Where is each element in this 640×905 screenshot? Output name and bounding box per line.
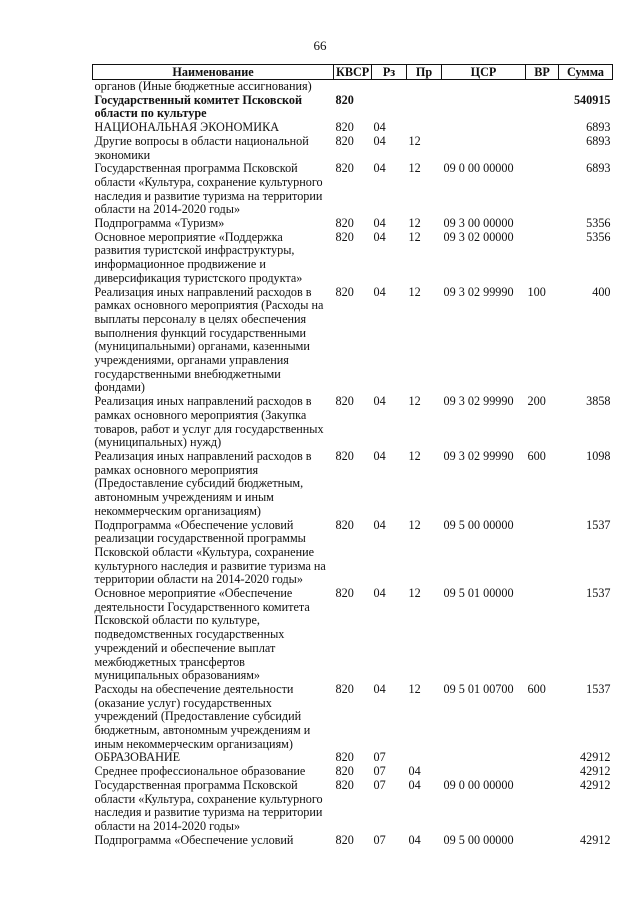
cell-kvsr <box>334 80 372 94</box>
cell-csr <box>442 121 526 135</box>
cell-pr: 12 <box>408 133 421 148</box>
budget-table <box>92 64 613 847</box>
cell-kvsr: 820 <box>335 229 354 244</box>
cell-rz: 04 <box>373 448 386 463</box>
table-row <box>93 683 613 752</box>
cell-kvsr: 820 <box>335 216 354 231</box>
cell-kvsr: 820 <box>335 832 354 847</box>
cell-name: Основное мероприятие «Обеспечение деятельности Государственного комитета Псковской области по культуре, подведомственных государственных учреждений и обеспечение выплат межбюджетных трансфертов муниципальных образованиям» <box>94 586 310 683</box>
cell-kvsr: 820 <box>335 133 354 148</box>
cell-sum: 42912 <box>580 832 611 847</box>
cell-pr: 04 <box>408 832 421 847</box>
table-row <box>93 519 613 588</box>
cell-name: Подпрограмма «Обеспечение условий <box>94 832 294 847</box>
table-row <box>93 94 613 121</box>
cell-name: Подпрограмма «Туризм» <box>94 216 225 231</box>
header-sum: Сумма <box>559 65 613 80</box>
cell-name: Подпрограмма «Обеспечение условий реализации государственной программы Псковской области «Культура, сохранение культурного наследия и развитие туризма на территории области на 2014-2020 годы» <box>94 517 326 587</box>
cell-rz: 04 <box>373 216 386 231</box>
cell-name: НАЦИОНАЛЬНАЯ ЭКОНОМИКА <box>94 120 279 135</box>
cell-csr <box>442 94 526 121</box>
cell-rz: 04 <box>373 284 386 299</box>
cell-kvsr: 820 <box>335 777 354 792</box>
cell-kvsr: 820 <box>335 394 354 409</box>
cell-sum: 400 <box>592 284 611 299</box>
cell-name: Основное мероприятие «Поддержка развития туристской инфраструктуры, информационное продвижение и диверсификация туристского продукта» <box>94 229 303 285</box>
cell-vr <box>526 231 559 286</box>
header-pr: Пр <box>407 65 442 80</box>
table-row <box>93 751 613 765</box>
cell-sum: 5356 <box>586 216 611 231</box>
cell-csr: 09 5 01 00700 <box>443 681 514 696</box>
cell-rz: 04 <box>373 120 386 135</box>
cell-rz <box>372 80 407 94</box>
cell-vr <box>526 834 559 848</box>
cell-name: Реализация иных направлений расходов в рамках основного мероприятия (Расходы на выплаты персоналу в целях обеспечения выполнения функций государственными (муниципальными) органами, казенными учреждениями, органами управления государственными внебюджетными фондами) <box>94 284 324 395</box>
cell-vr <box>526 162 559 217</box>
cell-rz: 07 <box>373 764 386 779</box>
cell-csr: 09 3 02 99990 <box>443 394 514 409</box>
cell-sum: 6893 <box>586 133 611 148</box>
cell-sum: 1537 <box>586 586 611 601</box>
cell-vr <box>526 80 559 94</box>
cell-sum <box>559 80 613 94</box>
header-row <box>93 65 613 80</box>
cell-pr: 12 <box>408 517 421 532</box>
table-row <box>93 121 613 135</box>
table-body <box>93 80 613 848</box>
cell-pr: 04 <box>408 764 421 779</box>
cell-csr <box>442 751 526 765</box>
cell-pr: 12 <box>408 394 421 409</box>
cell-vr <box>526 587 559 683</box>
cell-csr: 09 5 00 00000 <box>443 832 514 847</box>
cell-rz: 07 <box>373 750 386 765</box>
cell-csr: 09 0 00 00000 <box>443 777 514 792</box>
cell-sum: 1537 <box>586 681 611 696</box>
cell-name: Государственная программа Псковской области «Культура, сохранение культурного наследия и развитие туризма на территории области на 2014-2020 годы» <box>94 161 323 217</box>
cell-name: Среднее профессиональное образование <box>94 764 306 779</box>
cell-vr <box>526 135 559 162</box>
cell-rz: 04 <box>373 394 386 409</box>
table-row <box>93 587 613 683</box>
cell-pr: 04 <box>408 777 421 792</box>
cell-sum: 6893 <box>586 161 611 176</box>
table-row <box>93 286 613 396</box>
cell-csr: 09 5 00 00000 <box>443 517 514 532</box>
page-number: 66 <box>313 38 327 53</box>
cell-rz: 04 <box>373 133 386 148</box>
cell-vr: 600 <box>527 681 546 696</box>
cell-sum: 540915 <box>573 92 611 107</box>
cell-sum: 5356 <box>586 229 611 244</box>
cell-name: Реализация иных направлений расходов в рамках основного мероприятия (Предоставление субсидий бюджетным, автономным учреждениям и иным некоммерческим организациям) <box>94 448 312 518</box>
cell-pr: 12 <box>408 681 421 696</box>
cell-csr <box>442 765 526 779</box>
cell-pr <box>407 751 442 765</box>
cell-csr: 09 3 02 99990 <box>443 284 514 299</box>
table-row <box>93 834 613 848</box>
cell-vr <box>526 94 559 121</box>
header-name: Наименование <box>93 65 334 80</box>
cell-pr: 12 <box>408 284 421 299</box>
cell-kvsr: 820 <box>335 764 354 779</box>
cell-sum: 1098 <box>586 448 611 463</box>
cell-vr <box>526 779 559 834</box>
cell-kvsr: 820 <box>335 120 354 135</box>
cell-csr: 09 3 02 99990 <box>443 448 514 463</box>
table-row <box>93 80 613 94</box>
table-row <box>93 765 613 779</box>
header-csr: ЦСР <box>442 65 526 80</box>
cell-vr <box>526 751 559 765</box>
cell-kvsr: 820 <box>335 517 354 532</box>
cell-rz: 07 <box>373 777 386 792</box>
table-header <box>93 65 613 80</box>
cell-name: Государственный комитет Псковской области по культуре <box>94 92 303 121</box>
cell-sum: 3858 <box>586 394 611 409</box>
cell-vr <box>526 121 559 135</box>
cell-rz: 04 <box>373 586 386 601</box>
cell-kvsr: 820 <box>335 681 354 696</box>
cell-name: Реализация иных направлений расходов в рамках основного мероприятия (Закупка товаров, работ и услуг для государственных (муниципальных) нужд) <box>94 394 324 450</box>
cell-kvsr: 820 <box>335 448 354 463</box>
table-row <box>93 450 613 519</box>
cell-vr <box>526 217 559 231</box>
header-kvsr: КВСР <box>334 65 372 80</box>
header-rz: Рз <box>372 65 407 80</box>
table-row <box>93 162 613 217</box>
cell-csr: 09 0 00 00000 <box>443 161 514 176</box>
cell-sum: 42912 <box>580 764 611 779</box>
cell-vr: 100 <box>527 284 546 299</box>
cell-name: органов (Иные бюджетные ассигнования) <box>94 79 312 93</box>
cell-csr: 09 3 02 00000 <box>443 229 514 244</box>
table-row <box>93 231 613 286</box>
cell-rz <box>372 94 407 121</box>
cell-csr: 09 3 00 00000 <box>443 216 514 231</box>
cell-sum: 42912 <box>580 750 611 765</box>
cell-name: ОБРАЗОВАНИЕ <box>94 750 181 765</box>
cell-sum: 42912 <box>580 777 611 792</box>
table-row <box>93 395 613 450</box>
header-vr: ВР <box>526 65 559 80</box>
cell-rz: 07 <box>373 832 386 847</box>
cell-name: Государственная программа Псковской области «Культура, сохранение культурного наследия и развитие туризма на территории области на 2014-2020 годы» <box>94 777 323 833</box>
table-row <box>93 779 613 834</box>
cell-pr: 12 <box>408 448 421 463</box>
cell-vr: 200 <box>527 394 546 409</box>
cell-vr: 600 <box>527 448 546 463</box>
cell-csr: 09 5 01 00000 <box>443 586 514 601</box>
cell-kvsr: 820 <box>335 161 354 176</box>
cell-pr <box>407 94 442 121</box>
cell-rz: 04 <box>373 229 386 244</box>
cell-name: Другие вопросы в области национальной экономики <box>94 133 309 162</box>
cell-pr: 12 <box>408 161 421 176</box>
cell-rz: 04 <box>373 517 386 532</box>
table-row <box>93 135 613 162</box>
cell-sum: 1537 <box>586 517 611 532</box>
cell-rz: 04 <box>373 161 386 176</box>
cell-csr <box>442 80 526 94</box>
cell-pr <box>407 121 442 135</box>
cell-vr <box>526 519 559 588</box>
cell-vr <box>526 765 559 779</box>
cell-pr: 12 <box>408 229 421 244</box>
cell-pr: 12 <box>408 586 421 601</box>
cell-rz: 04 <box>373 681 386 696</box>
cell-kvsr: 820 <box>335 92 354 107</box>
cell-kvsr: 820 <box>335 284 354 299</box>
table-row <box>93 217 613 231</box>
cell-kvsr: 820 <box>335 586 354 601</box>
cell-name: Расходы на обеспечение деятельности (оказание услуг) государственных учреждений (Предоставление субсидий бюджетным, автономным учреждениям и иным некоммерческим организациям) <box>94 681 311 751</box>
cell-sum: 6893 <box>586 120 611 135</box>
cell-pr <box>407 80 442 94</box>
cell-pr: 12 <box>408 216 421 231</box>
cell-kvsr: 820 <box>335 750 354 765</box>
cell-csr <box>442 135 526 162</box>
